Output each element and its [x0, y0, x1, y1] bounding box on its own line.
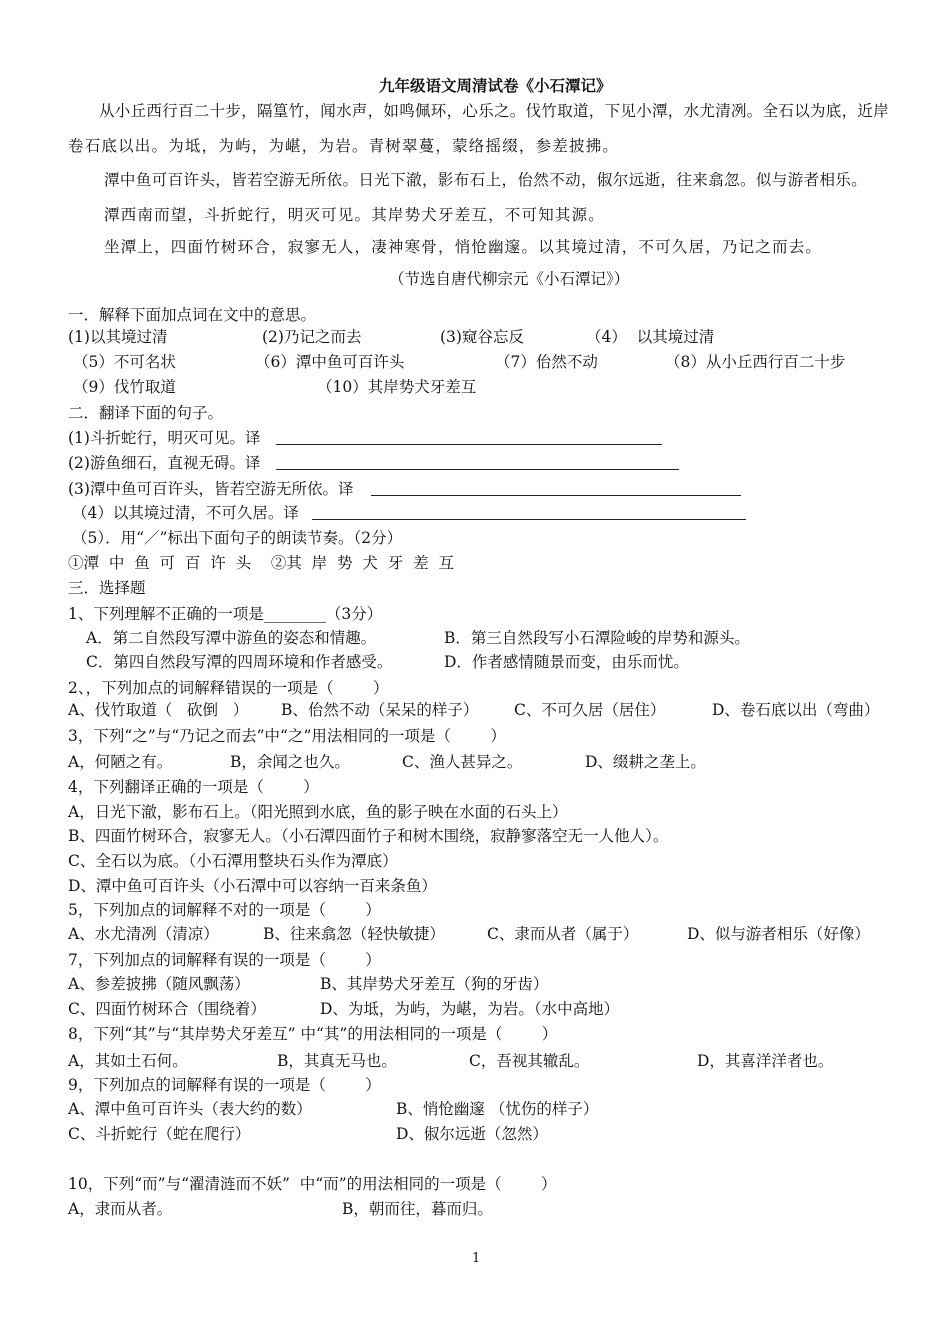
option: C．第四自然段写潭的四周环境和作者感受。 [86, 653, 393, 671]
translate-item: (1)斗折蛇行，明灭可见。译 [68, 429, 261, 447]
vocab-item: (1)以其境过清 [68, 328, 168, 346]
option: A，隶而从者。 [68, 1200, 173, 1218]
option: B、四面竹树环合，寂寥无人。（小石潭四面竹子和树木围绕，寂静寥落空无一人他人）。 [68, 827, 669, 845]
vocab-item: (3)窥谷忘反 [440, 328, 524, 346]
vocab-item: （6）潭中鱼可百许头 [255, 353, 405, 371]
question: 4，下列翻译正确的一项是（ ） [68, 778, 319, 796]
passage-source: （节选自唐代柳宗元《小石潭记》） [389, 270, 630, 288]
section-heading: 三．选择题 [68, 579, 146, 597]
option: C、四面竹树环合（围绕着） [68, 1000, 266, 1018]
option: B，朝而往，暮而归。 [342, 1200, 493, 1218]
option: C，吾视其辙乱。 [469, 1052, 590, 1070]
option: B、其岸势犬牙差互（狗的牙齿） [320, 975, 549, 993]
passage-line: 卷石底以出。为坻，为屿，为嵁，为岩。青树翠蔓，蒙络摇缀，参差披拂。 [68, 137, 620, 155]
option: D，其喜洋洋者也。 [697, 1052, 834, 1070]
translate-item: （4）以其境过清，不可久居。译 [72, 504, 299, 522]
option: D、似与游者相乐（好像） [687, 925, 870, 943]
translate-item: (2)游鱼细石，直视无碍。译 [68, 454, 261, 472]
option: C、不可久居（居住） [514, 701, 666, 719]
answer-blank[interactable] [276, 444, 662, 445]
option: A、伐竹取道（ 砍倒 ） [68, 701, 249, 719]
option: A，日光下澈，影布石上。（阳光照到水底，鱼的影子映在水面的石头上） [68, 803, 568, 821]
question: 7，下列加点的词解释有误的一项是（ ） [68, 951, 381, 969]
page-number: 1 [472, 1251, 481, 1266]
answer-blank[interactable] [276, 469, 679, 470]
vocab-item: （9）伐竹取道 [73, 378, 176, 396]
rhythm-instruction: （5）．用“／”标出下面句子的朗读节奏。（2分） [72, 529, 403, 547]
option: B、往来翕忽（轻快敏捷） [263, 925, 445, 943]
option: C、隶而从者（属于） [487, 925, 639, 943]
question: 5，下列加点的词解释不对的一项是（ ） [68, 901, 381, 919]
option: A、潭中鱼可百许头（表大约的数） [68, 1100, 312, 1118]
passage-line: 从小丘西行百二十步，隔篁竹，闻水声，如鸣佩环，心乐之。伐竹取道，下见小潭，水尤清冽。全石以为底，近岸 [99, 102, 890, 120]
option: A、参差披拂（随风飘荡） [68, 975, 250, 993]
option: B．第三自然段写小石潭险峻的岸势和源头。 [444, 629, 750, 647]
option: A，其如土石何。 [68, 1052, 188, 1070]
question: 9，下列加点的词解释有误的一项是（ ） [68, 1076, 381, 1094]
option: D、缀耕之垄上。 [585, 753, 706, 771]
question: 1、下列理解不正确的一项是________（3分） [68, 605, 383, 623]
option: B，其真无马也。 [277, 1052, 397, 1070]
option: D、卷石底以出（弯曲） [712, 701, 880, 719]
question: 3，下列“之”与“乃记之而去”中“之”用法相同的一项是（ ） [68, 727, 506, 745]
passage-line: 坐潭上，四面竹树环合，寂寥无人，凄神寒骨，悄怆幽邃。以其境过清，不可久居，乃记之而去。 [104, 238, 823, 256]
question: 2、，下列加点的词解释错误的一项是（ ） [68, 679, 389, 697]
question: 10，下列“而”与“濯清涟而不妖” 中“而”的用法相同的一项是（ ） [68, 1175, 557, 1193]
vocab-item: （4） 以其境过清 [586, 328, 715, 346]
translate-item: (3)潭中鱼可百许头，皆若空游无所依。译 [68, 480, 354, 498]
option: A，何陋之有。 [68, 753, 173, 771]
option: C、斗折蛇行（蛇在爬行） [68, 1125, 251, 1143]
passage-line: 潭西南而望，斗折蛇行，明灭可见。其岸势犬牙差互，不可知其源。 [104, 206, 606, 224]
answer-blank[interactable] [312, 519, 746, 520]
vocab-item: （10）其岸势犬牙差互 [317, 378, 477, 396]
option: C、全石以为底。（小石潭用整块石头作为潭底） [68, 852, 398, 870]
option: B，余闻之也久。 [230, 753, 350, 771]
section-heading: 一．解释下面加点词在文中的意思。 [68, 306, 317, 324]
option: D、为坻，为屿，为嵁，为岩。（水中高地） [320, 1000, 620, 1018]
option: B、悄怆幽邃 （忧伤的样子） [396, 1100, 599, 1118]
option: B、佁然不动（呆呆的样子） [281, 701, 479, 719]
option: D、潭中鱼可百许头（小石潭中可以容纳一百来条鱼） [68, 877, 437, 895]
answer-blank[interactable] [371, 495, 741, 496]
vocab-item: (2)乃记之而去 [262, 328, 362, 346]
vocab-item: （5）不可名状 [73, 353, 176, 371]
option: C、渔人甚异之。 [402, 753, 523, 771]
question: 8，下列“其”与“其岸势犬牙差互” 中“其”的用法相同的一项是（ ） [68, 1025, 558, 1043]
option: D、俶尔远逝（忽然） [396, 1125, 548, 1143]
page-title: 九年级语文周清试卷《小石潭记》 [379, 77, 612, 95]
option: D．作者感情随景而变，由乐而忧。 [444, 653, 689, 671]
option: A．第二自然段写潭中游鱼的姿态和情趣。 [86, 629, 377, 647]
section-heading: 二．翻译下面的句子。 [68, 404, 224, 422]
passage-line: 潭中鱼可百许头，皆若空游无所依。日光下澈，影布石上，佁然不动，俶尔远逝，往来翕忽。似与游者相乐。 [104, 171, 868, 189]
rhythm-sentences: ①潭 中 鱼 可 百 许 头 ②其 岸 势 犬 牙 差 互 [68, 554, 454, 572]
vocab-item: （8）从小丘西行百二十步 [665, 353, 846, 371]
vocab-item: （7）佁然不动 [495, 353, 598, 371]
option: A、水尤清冽（清凉） [68, 925, 219, 943]
